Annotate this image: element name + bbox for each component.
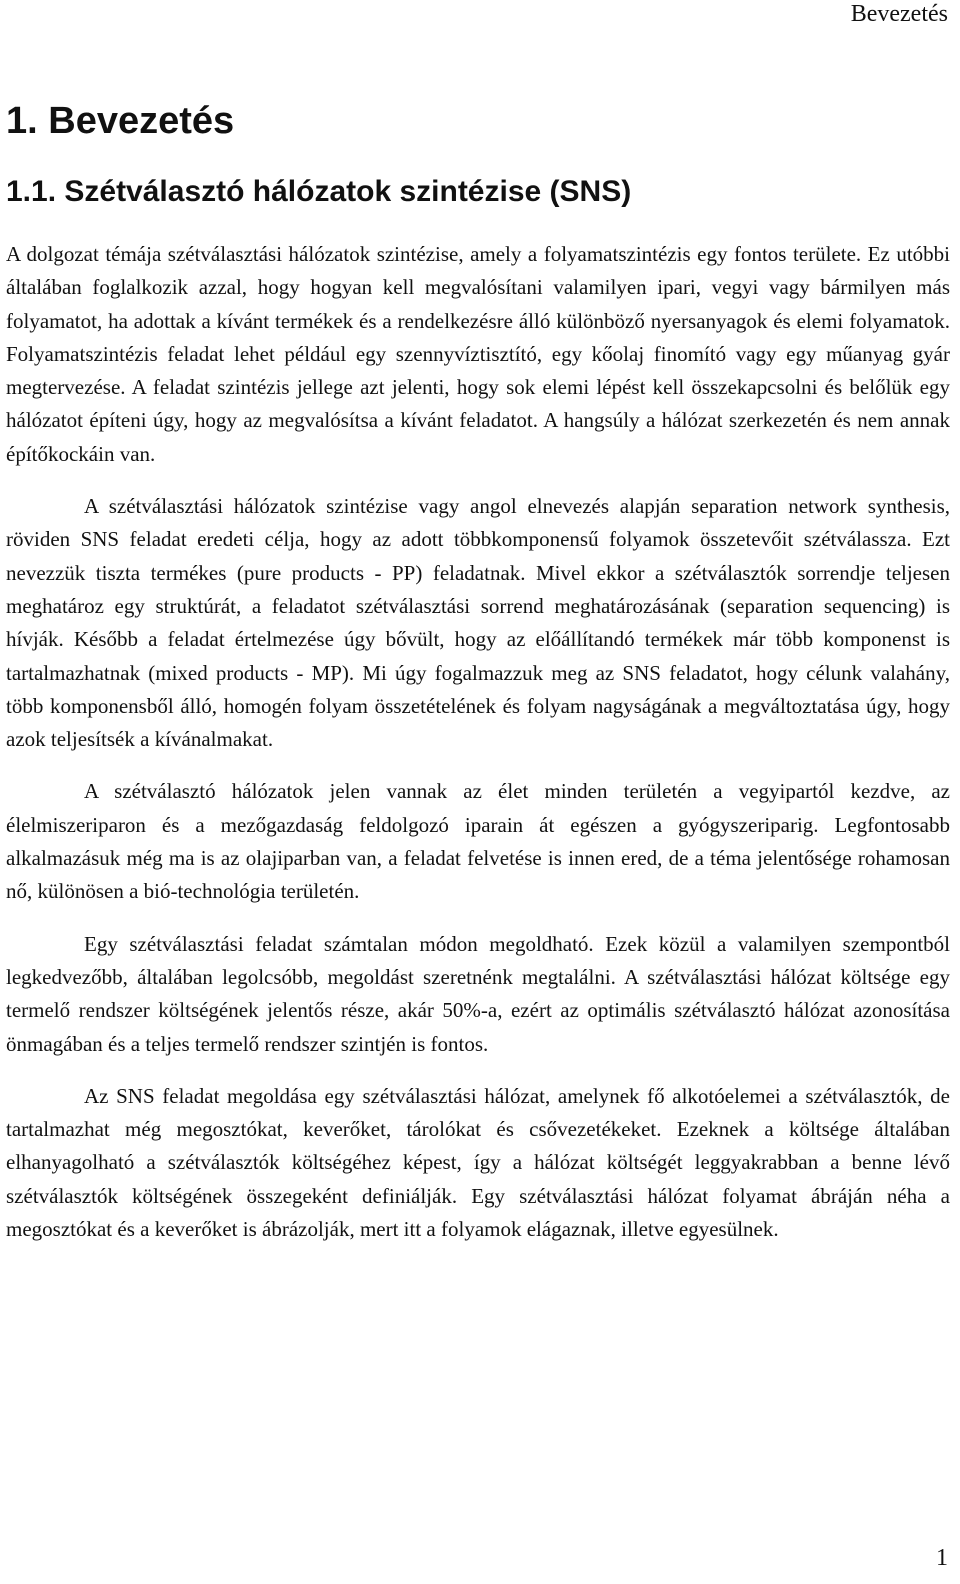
chapter-title: 1. Bevezetés <box>6 100 235 142</box>
section-title: 1.1. Szétválasztó hálózatok szintézise (SNS) <box>6 175 632 208</box>
paragraph-1: A dolgozat témája szétválasztási hálózatok szintézise, amely a folyamatszintézis egy fontos területe. Ez utóbbi általában foglalkozik azzal, hogy hogyan kell megvalósítani valamilyen ipari, vegyi vagy bármilyen más folyamatot, ha adottak a kívánt termékek és a rendelkezésre álló különböző nyersanyagok és elemi folyamatok. Folyamatszintézis feladat lehet például egy szennyvíztisztító, egy kőolaj finomító vagy egy műanyag gyár megtervezése. A feladat szintézis jellege azt jelenti, hogy sok elemi lépést kell összekapcsolni és belőlük egy hálózatot építeni úgy, hogy az megvalósítsa a kívánt feladatot. A hangsúly a hálózat szerkezetén és nem annak építőkockáin van. <box>6 242 950 466</box>
running-header: Bevezetés <box>850 1 948 27</box>
body-text <box>6 238 950 1246</box>
page-number: 1 <box>936 1545 948 1571</box>
paragraph-3: A szétválasztó hálózatok jelen vannak az élet minden területén a vegyipartól kezdve, az élelmiszeriparon és a mezőgazdaság feldolgozó iparain át egészen a gyógyszeriparig. Legfontosabb alkalmazásuk még ma is az olajiparban van, a feladat felvetése is innen ered, de a téma jelentősége rohamosan nő, különösen a bió-technológia területén. <box>6 779 950 904</box>
paragraph-2: A szétválasztási hálózatok szintézise vagy angol elnevezés alapján separation network synthesis, röviden SNS feladat eredeti célja, hogy az adott többkomponensű folyamok összetevőit szétválassza. Ezt nevezzük tiszta termékes (pure products - PP) feladatnak. Mivel ekkor a szétválasztók sorrendje teljesen meghatároz egy struktúrát, a feladatot szétválasztási sorrend meghatározásának (separation sequencing) is hívják. Később a feladat értelmezése úgy bővült, hogy az előállítandó termékek már több komponenst is tartalmazhatnak (mixed products - MP). Mi úgy fogalmazzuk meg az SNS feladatot, hogy célunk valahány, több komponensből álló, homogén folyam összetételének és folyam nagyságának a megváltoztatása úgy, hogy azok teljesítsék a kívánalmakat. <box>6 494 950 752</box>
paragraph-5: Az SNS feladat megoldása egy szétválasztási hálózat, amelynek fő alkotóelemei a szétválasztók, de tartalmazhat még megosztókat, keverőket, tárolókat és csővezetékeket. Ezeknek a költsége általában elhanyagolható a szétválasztók költségéhez képest, így a hálózat költségét leggyakrabban a benne lévő szétválasztók költségének összegeként definiálják. Egy szétválasztási hálózat folyamat ábráján néha a megosztókat és a keverőket is ábrázolják, mert itt a folyamok elágaznak, illetve egyesülnek. <box>6 1083 950 1242</box>
paragraph-4: Egy szétválasztási feladat számtalan módon megoldható. Ezek közül a valamilyen szempontból legkedvezőbb, általában legolcsóbb, megoldást szeretnénk megtalálni. A szétválasztási hálózat költsége egy termelő rendszer költségének jelentős része, akár 50%-a, ezért az optimális szétválasztó hálózat azonosítása önmagában és a teljes termelő rendszer szintjén is fontos. <box>6 931 950 1056</box>
